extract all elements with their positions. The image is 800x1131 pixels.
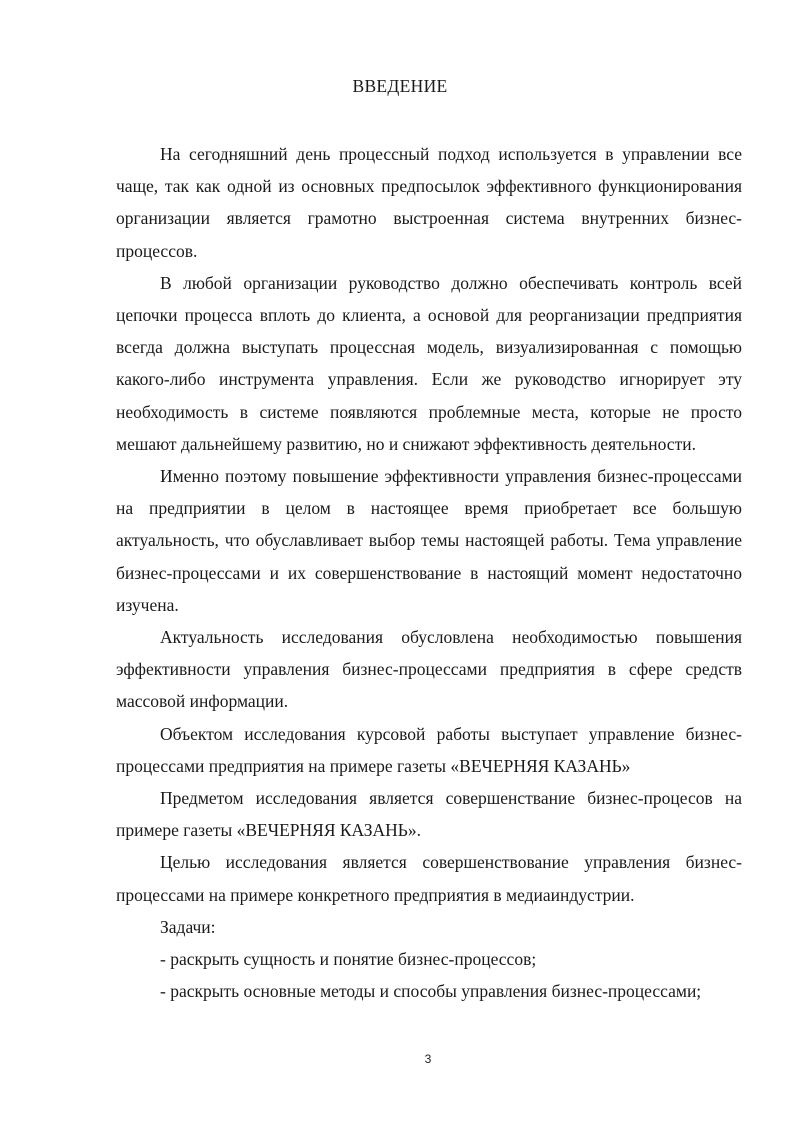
document-body — [116, 138, 742, 1007]
paragraph-research-subject: Предметом исследования является совершенствание бизнес-процесов на примере газеты «ВЕЧЕРНЯЯ КАЗАНЬ». — [116, 788, 742, 841]
paragraph-task-2: - раскрыть основные методы и способы управления бизнес-процессами; — [160, 981, 702, 1002]
page-number: 3 — [424, 1052, 432, 1066]
paragraph-relevance-reason: Именно поэтому повышение эффективности управления бизнес-процессами на предприятии в целом в настоящее время приобретает все большую актуальность, что обуславливает выбор темы настоящей работы. Тема управление бизнес-процессами и их совершенствование в настоящий момент недостаточно изучена. — [116, 466, 742, 615]
section-heading: ВВЕДЕНИЕ — [352, 76, 448, 96]
paragraph-research-object: Объектом исследования курсовой работы выступает управление бизнес-процессами предприятия на примере газеты «ВЕЧЕРНЯЯ КАЗАНЬ» — [116, 723, 742, 776]
paragraph-relevance: Актуальность исследования обусловлена необходимостью повышения эффективности управления бизнес-процессами предприятия в сфере средств массовой информации. — [116, 627, 742, 712]
paragraph-task-1: - раскрыть сущность и понятие бизнес-процессов; — [160, 949, 537, 970]
paragraph-intro: На сегодняшний день процессный подход используется в управлении все чаще, так как одной из основных предпосылок эффективного функционирования организации является грамотно выстроенная система внутренних бизнес-процессов. — [116, 144, 742, 261]
paragraph-research-goal: Целью исследования является совершенствование управления бизнес-процессами на примере конкретного предприятия в медиаиндустрии. — [116, 852, 742, 905]
paragraph-management-control: В любой организации руководство должно обеспечивать контроль всей цепочки процесса вплоть до клиента, а основой для реорганизации предприятия всегда должна выступать процессная модель, визуализированная с помощью какого-либо инструмента управления. Если же руководство игнорирует эту необходимость в системе появляются проблемные места, которые не просто мешают дальнейшему развитию, но и снижают эффективность деятельности. — [116, 272, 742, 454]
paragraph-tasks-heading: Задачи: — [160, 916, 216, 937]
